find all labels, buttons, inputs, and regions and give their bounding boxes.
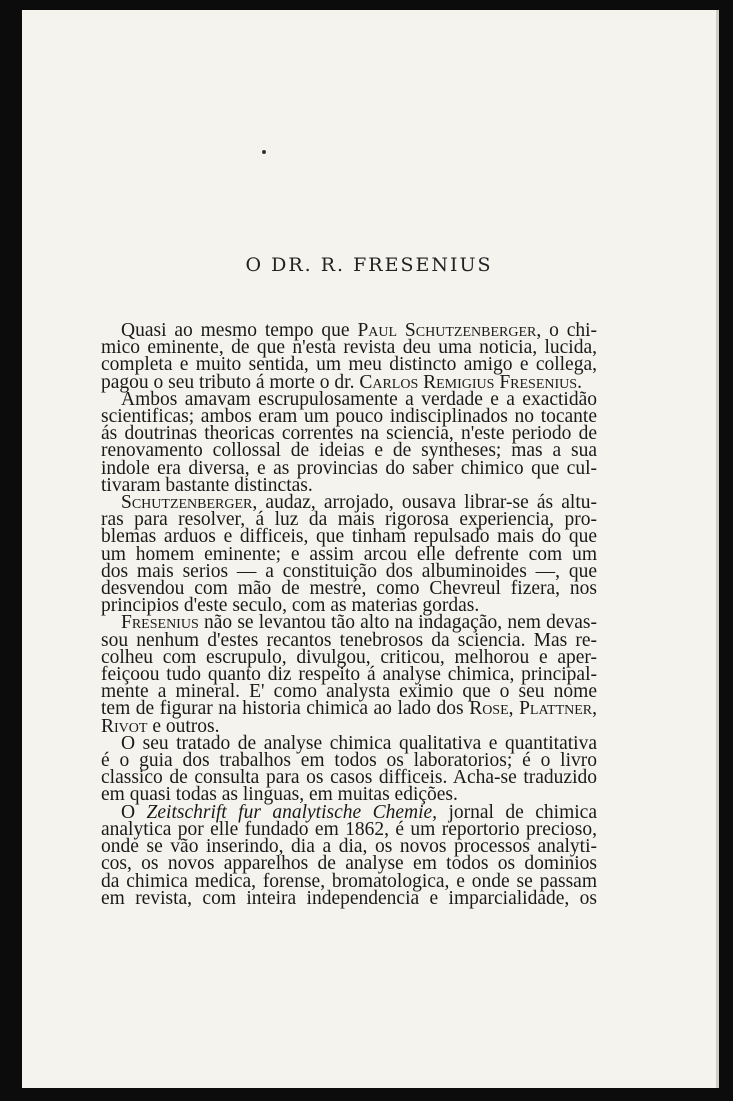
text-line: Fresenius não se levantou tão alto na indagação, nem devas- — [121, 612, 597, 634]
paragraph — [101, 732, 597, 806]
paragraph — [101, 801, 597, 909]
text-line: em revista, com inteira independencia e imparcialidade, os — [101, 887, 597, 909]
small-caps-name: Rose — [469, 698, 509, 720]
small-caps-name: Carlos Remigius Fresenius — [359, 371, 578, 393]
small-caps-name: Fresenius — [121, 612, 199, 634]
small-caps-name: Plattner — [519, 698, 593, 720]
text-line: scientificas; ambos eram um pouco indisciplinados no tocante — [101, 406, 597, 428]
text-line: Rivot e outros. — [101, 715, 220, 737]
paragraph — [101, 492, 597, 617]
small-caps-name: Rivot — [101, 715, 148, 737]
text-line: classico de consulta para os casos difficeis. Acha-se traduzido — [101, 767, 597, 789]
text-line: indole era diversa, e as provincias do saber chimico que cul- — [101, 457, 597, 479]
text-line: ras para resolver, á luz da mais rigorosa experiencia, pro- — [101, 509, 597, 531]
text-line: Ambos amavam escrupulosamente a verdade e a exactidão — [121, 388, 597, 410]
text-line: blemas arduos e difficeis, que tinham repulsado mais do que — [101, 526, 597, 548]
italic-title: Zeitschrift fur analytische Chemie, — [146, 801, 438, 823]
text-line: Quasi ao mesmo tempo que Paul Schutzenberger, o chi- — [121, 320, 598, 341]
text-line: feiçoou tudo quanto diz respeito á analyse chimica, principal- — [101, 664, 597, 686]
text-line: completa e muito sentida, um meu distincto amigo e collega, — [101, 354, 597, 376]
text-line: é o guia dos trabalhos em todos os laboratorios; é o livro — [101, 750, 597, 772]
text-line: mente a mineral. E' como analysta eximio que o seu nome — [101, 681, 597, 703]
text-line: tivaram bastante distinctas. — [101, 474, 313, 496]
text-line: Schutzenberger, audaz, arrojado, ousava librar-se ás altu- — [121, 492, 597, 514]
small-caps-name: Schutzenberger — [121, 492, 253, 514]
text-line: O Zeitschrift fur analytische Chemie, jornal de chimica — [121, 801, 597, 823]
text-line: analytica por elle fundado em 1862, é um reportorio precioso, — [101, 818, 597, 840]
text-line: principios d'este seculo, com as materias gordas. — [101, 595, 480, 617]
text-line: renovamento collossal de ideias e de syntheses; mas a sua — [101, 440, 597, 462]
text-line: dos mais serios — a constituição dos albuminoides —, que — [101, 560, 597, 582]
paragraph — [101, 322, 597, 391]
text-line: ás doutrinas theoricas correntes na sciencia, n'este periodo de — [101, 423, 597, 445]
page — [22, 10, 719, 1088]
text-line: tem de figurar na historia chimica ao lado dos Rose, Plattner, — [101, 698, 598, 720]
text-line: O seu tratado de analyse chimica qualitativa e quantitativa — [121, 732, 597, 754]
text-line: sou nenhum d'estes recantos tenebrosos da sciencia. Mas re- — [101, 629, 597, 651]
paragraph — [101, 388, 597, 496]
text-line: um homem eminente; e assim arcou elle defrente com um — [101, 543, 597, 565]
text-line: onde se vão inserindo, dia a dia, os novos processos analyti- — [101, 836, 597, 858]
article-body — [101, 322, 597, 907]
small-caps-name: Paul Schutzenberger — [357, 320, 537, 341]
text-line: em quasi todas as linguas, em muitas edições. — [101, 784, 458, 806]
text-line: desvendou com mão de mestre, como Chevreul fizera, nos — [101, 578, 597, 600]
ink-dot — [262, 150, 266, 154]
paragraph — [101, 612, 598, 737]
article-title: O DR. R. FRESENIUS — [245, 254, 493, 276]
text-line: cos, os novos apparelhos de analyse em todos os dominios — [101, 853, 597, 875]
text-line: mico eminente, de que n'esta revista deu uma noticia, lucida, — [101, 337, 597, 359]
text-line: pagou o seu tributo á morte o dr. Carlos Remigius Fresenius. — [101, 371, 582, 393]
text-line: colheu com escrupulo, divulgou, criticou, melhorou e aper- — [101, 646, 597, 668]
text-line: da chimica medica, forense, bromatologica, e onde se passam — [101, 870, 597, 892]
